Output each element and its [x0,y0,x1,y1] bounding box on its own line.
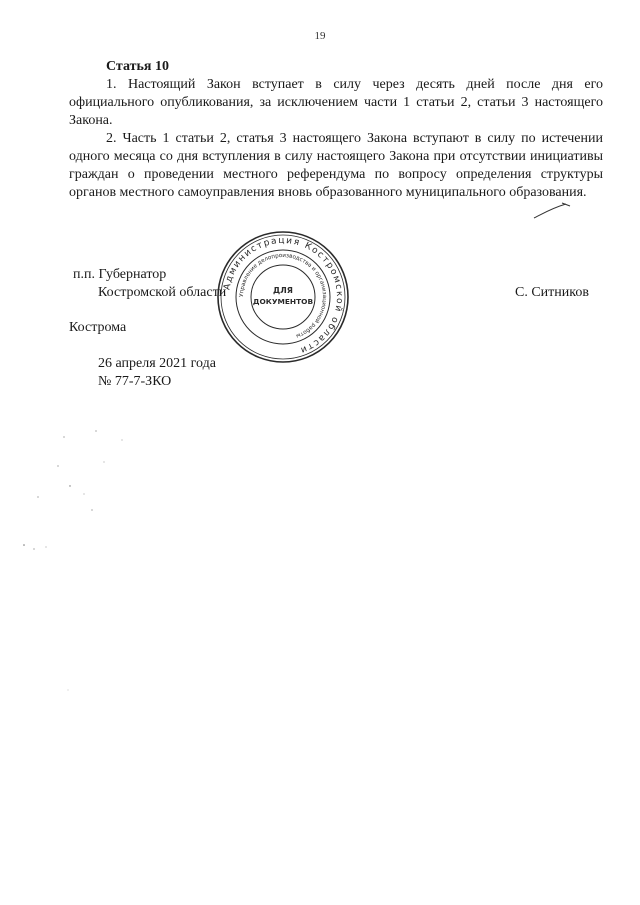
article-title: Статья 10 [106,59,169,74]
document-date: 26 апреля 2021 года [98,356,216,371]
article-paragraph-1: 1. Настоящий Закон вступает в силу через десять дней после дня его официального опубликования, за исключением части 1 статьи 2, статьи 3 настоящего Закона. [69,77,603,128]
stamp-inner-text: Управление делопроизводства и организационной работы [238,252,328,339]
signatory-title: п.п. Губернатор [73,267,167,282]
stamp-outer-text: Администрация Костромской области [222,235,345,356]
article-paragraph-2: 2. Часть 1 статьи 2, статья 3 настоящего Закона вступают в силу по истечении одного месяца со дня вступления в силу настоящего Закона при отсутствии инициативы граждан о проведении местного референдума по вопросу определения структуры органов местного самоуправления вновь образованного муниципального образования. [69,131,603,200]
document-number: № 77-7-ЗКО [98,374,172,389]
stamp-center-line-2: ДОКУМЕНТОВ [252,297,314,306]
signatory-region: Костромской области [98,285,227,300]
page-number: 19 [314,30,326,42]
signatory-name: С. Ситников [515,285,589,300]
stamp-center-line-1: ДЛЯ [273,286,293,295]
city: Кострома [69,320,127,335]
